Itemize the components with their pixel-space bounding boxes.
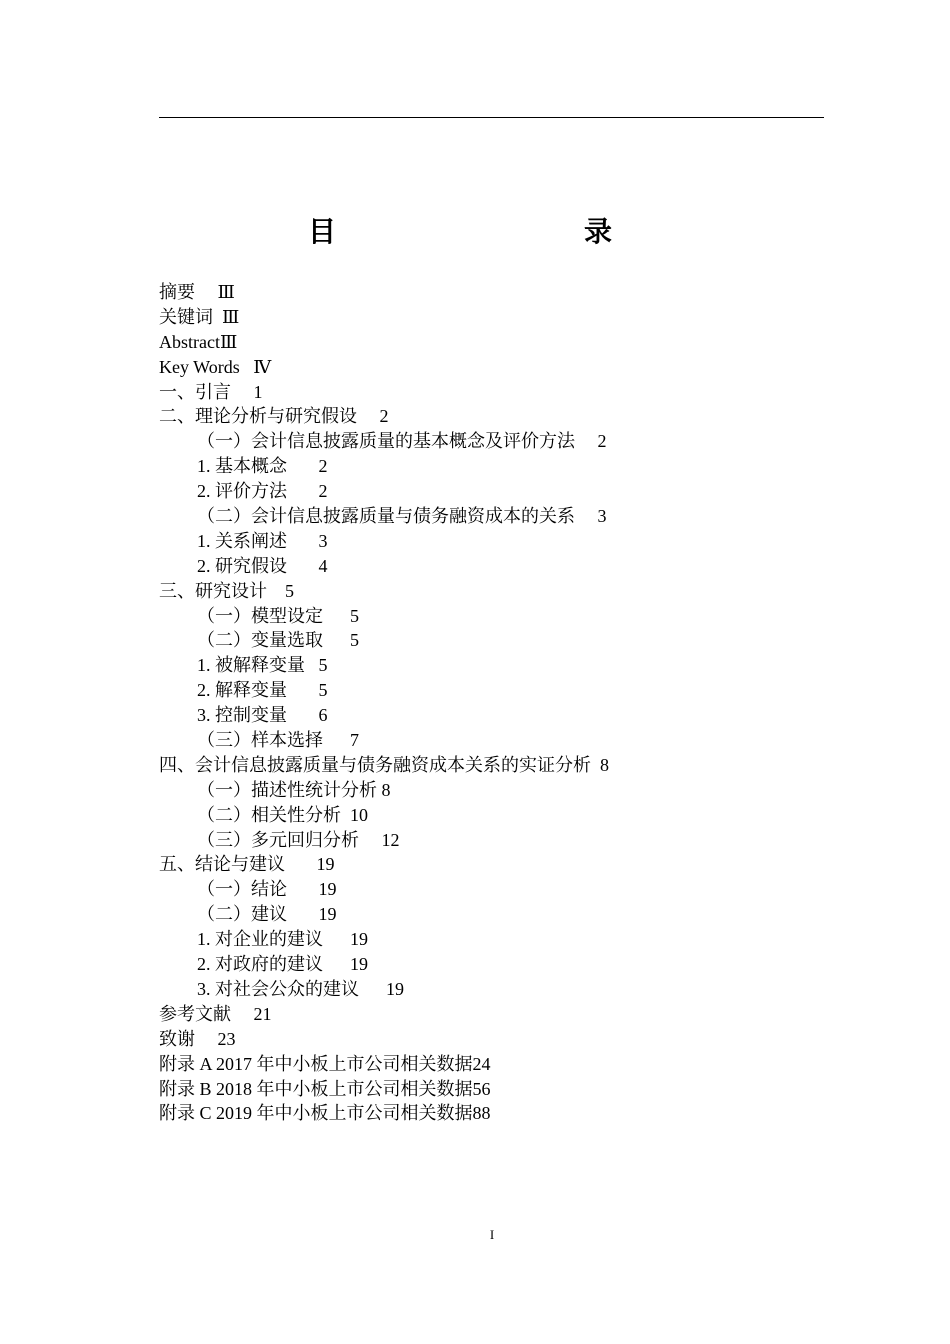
toc-entry-page-number: 21 [253, 1003, 272, 1024]
toc-entry-page-number: 5 [285, 580, 294, 601]
toc-entry[interactable] [159, 355, 859, 380]
toc-entry-label: 2. 解释变量 [197, 680, 287, 701]
toc-entry-label: 附录 A 2017 年中小板上市公司相关数据 [159, 1053, 473, 1074]
toc-entry-label: （二）相关性分析 [197, 804, 341, 825]
toc-entry-separator [305, 655, 319, 675]
toc-entry-page-number: Ⅲ [219, 331, 238, 352]
toc-entry-separator [575, 431, 598, 451]
toc-entry[interactable] [159, 703, 859, 728]
toc-entry-separator [287, 456, 319, 476]
toc-entry-label: 3. 对社会公众的建议 [197, 978, 359, 999]
toc-entry-label: 1. 关系阐述 [197, 530, 287, 551]
toc-entry-page-number: 19 [318, 879, 337, 900]
toc-entry-page-number: 7 [350, 730, 359, 751]
toc-entry-page-number: 10 [350, 804, 368, 825]
toc-entry-page-number: 19 [316, 854, 335, 875]
toc-entry[interactable] [159, 1002, 859, 1027]
toc-entry-label: （一）结论 [197, 879, 287, 900]
toc-entry-page-number: 3 [318, 530, 328, 551]
toc-entry-separator [357, 406, 380, 426]
toc-entry[interactable] [159, 404, 859, 429]
toc-entry[interactable] [159, 554, 859, 579]
toc-entry-page-number: Ⅳ [253, 356, 272, 377]
toc-entry[interactable] [159, 977, 859, 1002]
toc-entry[interactable] [159, 852, 859, 877]
toc-entry-page-number: 19 [318, 904, 337, 925]
toc-entry-label: （二）会计信息披露质量与债务融资成本的关系 [197, 506, 575, 527]
toc-entry-page-number: 2 [597, 431, 607, 452]
toc-entry-separator [231, 382, 254, 402]
toc-entry[interactable] [159, 429, 859, 454]
toc-entry-separator [213, 307, 222, 327]
toc-entry-page-number: 4 [318, 555, 328, 576]
toc-entry-separator [285, 854, 317, 874]
toc-entry-separator [323, 606, 350, 626]
toc-entry[interactable] [159, 1077, 859, 1102]
toc-entry-separator [287, 531, 319, 551]
toc-entry-separator [240, 357, 254, 377]
toc-entry[interactable] [159, 1052, 859, 1077]
toc-entry-separator [591, 755, 600, 775]
toc-entry-label: Key Words [159, 356, 240, 377]
toc-entry-label: 1. 对企业的建议 [197, 929, 323, 950]
toc-entry-page-number: 56 [472, 1078, 491, 1099]
toc-entry[interactable] [159, 877, 859, 902]
toc-entry[interactable] [159, 579, 859, 604]
toc-entry-label: 2. 研究假设 [197, 555, 287, 576]
toc-entry-label: （一）模型设定 [197, 605, 323, 626]
toc-entry[interactable] [159, 380, 859, 405]
toc-entry-page-number: 5 [350, 630, 359, 651]
toc-entry-page-number: 1 [253, 381, 263, 402]
toc-entry-label: 五、结论与建议 [159, 854, 285, 875]
toc-entry-page-number: 5 [350, 605, 359, 626]
toc-entry-label: （二）变量选取 [197, 630, 323, 651]
toc-entry-label: （二）建议 [197, 904, 287, 925]
toc-entry-label: 四、会计信息披露质量与债务融资成本关系的实证分析 [159, 754, 591, 775]
toc-entry-label: 摘要 [159, 282, 195, 302]
toc-entry[interactable] [159, 778, 859, 803]
toc-entry[interactable] [159, 479, 859, 504]
toc-entry-page-number: 2 [318, 481, 328, 502]
toc-entry-label: 参考文献 [159, 1003, 231, 1024]
toc-entry-label: （三）样本选择 [197, 730, 323, 751]
toc-entry[interactable] [159, 678, 859, 703]
toc-entry[interactable] [159, 1101, 859, 1126]
toc-list [159, 280, 859, 1126]
toc-entry-page-number: Ⅲ [217, 282, 235, 302]
toc-entry-page-number: 88 [472, 1103, 491, 1124]
toc-entry-label: 附录 C 2019 年中小板上市公司相关数据 [159, 1103, 473, 1124]
toc-entry-separator [323, 730, 350, 750]
toc-entry-label: 1. 被解释变量 [197, 655, 305, 676]
toc-title: 目 录 [307, 215, 676, 248]
toc-entry-separator [195, 282, 218, 302]
toc-entry[interactable] [159, 653, 859, 678]
toc-entry-label: 一、引言 [159, 381, 231, 402]
toc-entry-separator [231, 1004, 254, 1024]
toc-entry[interactable] [159, 927, 859, 952]
toc-entry[interactable] [159, 1027, 859, 1052]
toc-entry[interactable] [159, 803, 859, 828]
toc-entry-page-number: 5 [318, 680, 328, 701]
toc-entry[interactable] [159, 902, 859, 927]
toc-entry-separator [575, 506, 598, 526]
toc-entry-label: 三、研究设计 [159, 580, 267, 601]
toc-entry-label: 2. 评价方法 [197, 481, 287, 502]
toc-entry-separator [323, 630, 350, 650]
toc-entry-page-number: 19 [386, 978, 404, 999]
toc-entry-page-number: 6 [318, 705, 328, 726]
toc-entry-label: 1. 基本概念 [197, 456, 287, 477]
toc-entry[interactable] [159, 305, 859, 330]
toc-entry-label: 3. 控制变量 [197, 705, 287, 726]
toc-entry-page-number: 19 [350, 929, 368, 950]
toc-entry-page-number: 3 [597, 506, 607, 527]
toc-entry-label: 附录 B 2018 年中小板上市公司相关数据 [159, 1078, 473, 1099]
toc-entry-separator [287, 904, 319, 924]
toc-entry-page-number: 8 [600, 754, 609, 775]
toc-entry-label: （一）会计信息披露质量的基本概念及评价方法 [197, 431, 575, 452]
toc-entry-label: （三）多元回归分析 [197, 829, 359, 850]
toc-entry[interactable] [159, 628, 859, 653]
page-footer-number: I [489, 1227, 495, 1242]
toc-entry-page-number: 2 [379, 406, 389, 427]
toc-entry[interactable] [159, 828, 859, 853]
toc-entry-label: 关键词 [159, 306, 213, 327]
toc-entry-separator [323, 954, 350, 974]
toc-entry[interactable] [159, 952, 859, 977]
toc-entry-page-number: 2 [318, 456, 328, 477]
toc-entry-page-number: 23 [217, 1028, 236, 1049]
toc-entry[interactable] [159, 604, 859, 629]
toc-entry[interactable] [159, 280, 859, 305]
toc-entry-separator [287, 705, 319, 725]
toc-entry-label: 二、理论分析与研究假设 [159, 406, 357, 427]
toc-entry-separator [323, 929, 350, 949]
header-rule [159, 117, 824, 118]
toc-entry-page-number: 19 [350, 954, 368, 975]
toc-entry-label: 2. 对政府的建议 [197, 954, 323, 975]
toc-entry-separator [195, 1029, 218, 1049]
toc-entry-separator [287, 556, 319, 576]
toc-entry-page-number: 8 [381, 779, 391, 800]
toc-entry-separator [287, 879, 319, 899]
toc-entry-separator [287, 680, 319, 700]
toc-entry-page-number: 24 [472, 1053, 491, 1074]
toc-entry-separator [359, 979, 386, 999]
toc-entry-separator [267, 581, 285, 601]
toc-entry[interactable] [159, 529, 859, 554]
toc-entry[interactable] [159, 330, 859, 355]
toc-entry[interactable] [159, 454, 859, 479]
toc-entry-separator [341, 805, 350, 825]
toc-entry-page-number: Ⅲ [222, 306, 240, 327]
toc-entry-page-number: 12 [381, 829, 400, 850]
toc-entry-label: Abstract [159, 331, 220, 352]
toc-entry[interactable] [159, 728, 859, 753]
toc-entry-page-number: 5 [318, 655, 328, 676]
toc-entry-label: （一）描述性统计分析 [197, 779, 377, 800]
toc-entry-label: 致谢 [159, 1028, 195, 1049]
toc-entry-separator [359, 830, 382, 850]
toc-entry[interactable] [159, 753, 859, 778]
toc-entry[interactable] [159, 504, 859, 529]
toc-entry-separator [287, 481, 319, 501]
